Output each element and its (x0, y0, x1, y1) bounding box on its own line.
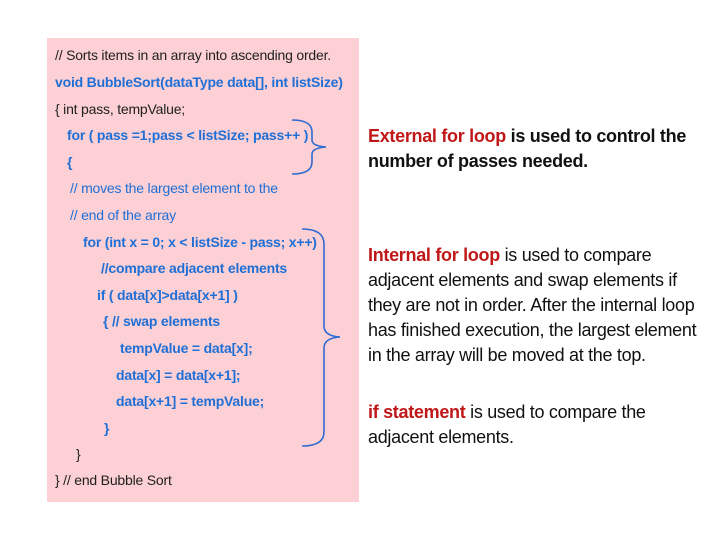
code-data-next-assign: data[x+1] = tempValue; (116, 393, 265, 409)
note-external-loop (368, 124, 708, 174)
code-comment-moves-1: // moves the largest element to the (70, 180, 278, 196)
code-end-comment: } // end Bubble Sort (55, 472, 172, 488)
note-external-term: External for loop (368, 126, 506, 146)
code-data-assign: data[x] = data[x+1]; (116, 367, 241, 383)
note-if-term: if statement (368, 402, 466, 422)
code-function-signature: void BubbleSort(dataType data[], int listSize) (55, 74, 343, 90)
code-comment-moves-2: // end of the array (70, 207, 176, 223)
code-inner-for: for (int x = 0; x < listSize - pass; x++) (83, 234, 317, 250)
code-close-brace-outer: } (76, 446, 81, 462)
note-internal-text: is used to compare adjacent elements and swap elements if they are not in order. After the internal loop has finished execution, the largest element in the array will be moved at the top. (368, 245, 697, 365)
code-comment-compare: //compare adjacent elements (101, 260, 288, 276)
code-outer-open-brace: { (67, 154, 73, 170)
code-comment-header: // Sorts items in an array into ascending order. (55, 47, 331, 63)
note-internal-loop (368, 243, 708, 368)
code-variable-declaration: { int pass, tempValue; (55, 101, 185, 117)
note-internal-term: Internal for loop (368, 245, 500, 265)
code-swap-comment: { // swap elements (103, 313, 221, 329)
code-if-statement: if ( data[x]>data[x+1] ) (97, 287, 238, 303)
note-if-text: is used to compare the adjacent elements. (368, 402, 646, 447)
note-if-statement (368, 400, 708, 450)
code-temp-assign: tempValue = data[x]; (120, 340, 253, 356)
code-outer-for: for ( pass =1;pass < listSize; pass++ ) (67, 127, 309, 143)
code-close-brace-if: } (104, 420, 110, 436)
note-external-text: is used to control the number of passes needed. (368, 126, 687, 171)
